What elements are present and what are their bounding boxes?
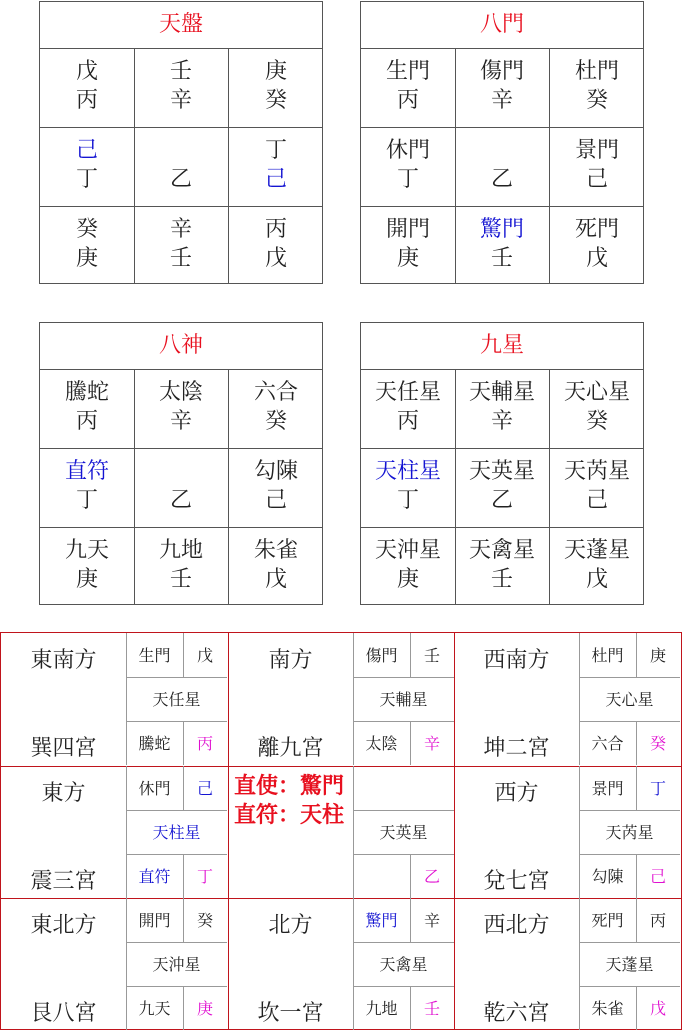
inner-hline (353, 942, 454, 943)
palace-earth-stem: 丙 (196, 734, 213, 753)
jiuxing-cell-bottom: 辛 (490, 409, 513, 434)
tianpan-cell-top: 癸 (75, 217, 98, 242)
jiuxing-cell-bottom: 乙 (490, 488, 513, 513)
bashen-cell (40, 536, 134, 606)
bamen-cell (361, 215, 455, 285)
jiuxing-cell-bottom: 己 (585, 488, 608, 513)
palace-name: 巽四宮 (30, 736, 97, 761)
bashen-cell (134, 378, 228, 448)
palace-heaven-stem: 丁 (649, 779, 666, 798)
bashen-cell-bottom: 壬 (169, 567, 192, 592)
bashen-title: 八神 (40, 323, 322, 370)
bashen-cell-top: 朱雀 (253, 538, 298, 563)
jiuxing-cell-top: 天蓬星 (563, 538, 630, 563)
tianpan-cell-bottom: 丁 (75, 167, 98, 192)
palace-door: 驚門 (365, 911, 398, 930)
jiuxing-cell-bottom: 壬 (490, 567, 513, 592)
bamen-cell (549, 57, 645, 127)
bamen-hline (361, 206, 643, 207)
palace-direction: 東南方 (30, 648, 97, 673)
jiuxing-grid (360, 322, 644, 605)
tianpan-cell-top: 庚 (264, 59, 287, 84)
bamen-cell-top: 驚門 (479, 217, 524, 242)
tianpan-hline (40, 206, 322, 207)
bashen-hline (40, 527, 322, 528)
palace-deity: 勾陳 (591, 867, 624, 886)
inner-hline (353, 810, 454, 811)
palace-door: 杜門 (591, 646, 624, 665)
jiuxing-cell (455, 536, 549, 606)
jiuxing-cell (361, 378, 455, 448)
jiuxing-cell-top: 天柱星 (374, 459, 441, 484)
palace-star: 天禽星 (379, 955, 428, 974)
jiuxing-cell-top: 天沖星 (374, 538, 441, 563)
jiuxing-cell-top: 天心星 (563, 380, 630, 405)
bamen-cell-bottom: 丁 (396, 167, 419, 192)
bashen-cell-bottom: 庚 (75, 567, 98, 592)
bashen-cell (134, 536, 228, 606)
palace-door: 死門 (591, 911, 624, 930)
jiuxing-cell-bottom: 戊 (585, 567, 608, 592)
tianpan-cell-bottom: 壬 (169, 246, 192, 271)
tianpan-cell-top: 壬 (169, 59, 192, 84)
tianpan-cell-bottom: 庚 (75, 246, 98, 271)
inner-hline (126, 854, 227, 855)
palace-name: 離九宮 (257, 736, 324, 761)
bashen-cell-top: 九地 (158, 538, 203, 563)
bamen-cell-bottom: 辛 (490, 88, 513, 113)
tianpan-cell (40, 57, 134, 127)
palace-earth-stem: 乙 (423, 867, 440, 886)
inner-hline (126, 810, 227, 811)
palace-name: 坤二宮 (483, 736, 550, 761)
tianpan-cell-top: 辛 (169, 217, 192, 242)
palace-deity: 九地 (365, 999, 398, 1018)
jiuxing-cell-top: 天輔星 (468, 380, 535, 405)
tianpan-cell-top (134, 136, 228, 165)
palace-earth-stem: 癸 (649, 734, 666, 753)
inner-hline (579, 677, 680, 678)
bashen-cell-bottom: 癸 (264, 409, 287, 434)
tianpan-cell-bottom: 癸 (264, 88, 287, 113)
bashen-cell-top: 直符 (64, 459, 109, 484)
bashen-cell (228, 457, 324, 527)
tianpan-cell-top: 丙 (264, 217, 287, 242)
tianpan-cell (134, 215, 228, 285)
inner-hline (579, 854, 680, 855)
bashen-cell (228, 378, 324, 448)
palace-chart (0, 632, 682, 1030)
jiuxing-cell-top: 天芮星 (563, 459, 630, 484)
bashen-grid (39, 322, 323, 605)
palace-direction: 北方 (268, 913, 313, 938)
tianpan-hline (40, 127, 322, 128)
palace-door: 開門 (138, 911, 171, 930)
bamen-cell (361, 57, 455, 127)
palace-direction: 西方 (494, 781, 539, 806)
inner-hline (579, 721, 680, 722)
bamen-cell (455, 215, 549, 285)
bamen-cell-bottom: 癸 (585, 88, 608, 113)
bashen-cell (40, 457, 134, 527)
bashen-cell-bottom: 丙 (75, 409, 98, 434)
palace-name: 震三宮 (30, 869, 97, 894)
palace-earth-stem: 戊 (649, 999, 666, 1018)
chart-vline (228, 633, 229, 1029)
bamen-cell-top: 景門 (574, 138, 619, 163)
bamen-cell (361, 136, 455, 206)
palace-door: 傷門 (365, 646, 398, 665)
bamen-cell-bottom: 壬 (490, 246, 513, 271)
bashen-cell (134, 457, 228, 527)
bamen-cell (549, 136, 645, 206)
jiuxing-cell (361, 457, 455, 527)
bashen-cell-top (134, 457, 228, 486)
inner-hline (126, 942, 227, 943)
palace-heaven-stem: 庚 (649, 646, 666, 665)
palace-deity: 朱雀 (591, 999, 624, 1018)
tianpan-cell-top: 己 (75, 138, 98, 163)
palace-star: 天心星 (605, 690, 654, 709)
inner-hline (126, 721, 227, 722)
inner-hline (353, 677, 454, 678)
palace-deity: 騰蛇 (138, 734, 171, 753)
chart-vline (454, 633, 455, 1029)
jiuxing-cell (549, 378, 645, 448)
bamen-cell (455, 136, 549, 206)
bashen-cell (40, 378, 134, 448)
inner-hline (579, 810, 680, 811)
palace-heaven-stem: 壬 (423, 646, 440, 665)
inner-hline (126, 986, 227, 987)
bashen-cell-top: 太陰 (158, 380, 203, 405)
tianpan-cell-top: 丁 (264, 138, 287, 163)
jiuxing-cell (549, 457, 645, 527)
palace-name: 乾六宮 (483, 1001, 550, 1026)
bashen-cell-top: 六合 (253, 380, 298, 405)
jiuxing-title: 九星 (361, 323, 643, 370)
jiuxing-cell-bottom: 庚 (396, 567, 419, 592)
bamen-cell-bottom: 己 (585, 167, 608, 192)
palace-heaven-stem: 戊 (196, 646, 213, 665)
tianpan-cell-bottom: 戊 (264, 246, 287, 271)
duty-chief: 直符：天柱 (233, 802, 344, 828)
tianpan-cell-top: 戊 (75, 59, 98, 84)
bamen-cell-bottom: 庚 (396, 246, 419, 271)
palace-star: 天沖星 (152, 955, 201, 974)
palace-earth-stem: 庚 (196, 999, 213, 1018)
palace-direction: 西南方 (483, 648, 550, 673)
palace-heaven-stem: 丙 (649, 911, 666, 930)
tianpan-cell-bottom: 辛 (169, 88, 192, 113)
palace-deity: 太陰 (365, 734, 398, 753)
bashen-cell-bottom: 己 (264, 488, 287, 513)
palace-heaven-stem: 己 (196, 779, 213, 798)
palace-star: 天柱星 (152, 823, 201, 842)
jiuxing-cell-bottom: 丁 (396, 488, 419, 513)
bamen-cell-top (455, 136, 549, 165)
tianpan-title: 天盤 (40, 2, 322, 49)
bashen-hline (40, 448, 322, 449)
inner-hline (353, 854, 454, 855)
jiuxing-cell-bottom: 丙 (396, 409, 419, 434)
palace-name: 艮八宮 (30, 1001, 97, 1026)
bashen-cell-top: 九天 (64, 538, 109, 563)
jiuxing-cell (455, 378, 549, 448)
jiuxing-hline (361, 527, 643, 528)
bamen-cell-top: 傷門 (479, 59, 524, 84)
palace-heaven-stem: 癸 (196, 911, 213, 930)
bashen-cell (228, 536, 324, 606)
palace-deity: 六合 (591, 734, 624, 753)
palace-star: 天輔星 (379, 690, 428, 709)
bamen-cell-bottom: 戊 (585, 246, 608, 271)
duty-door: 直使：驚門 (233, 773, 344, 799)
bamen-cell-bottom: 乙 (490, 167, 513, 192)
jiuxing-hline (361, 448, 643, 449)
jiuxing-cell-bottom: 癸 (585, 409, 608, 434)
inner-hline (579, 942, 680, 943)
palace-star: 天蓬星 (605, 955, 654, 974)
bashen-cell-top: 騰蛇 (64, 380, 109, 405)
tianpan-cell-bottom: 丙 (75, 88, 98, 113)
palace-deity: 直符 (138, 867, 171, 886)
inner-hline (353, 721, 454, 722)
jiuxing-cell-top: 天英星 (468, 459, 535, 484)
tianpan-cell (134, 136, 228, 206)
bamen-cell-top: 杜門 (574, 59, 619, 84)
bashen-cell-bottom: 戊 (264, 567, 287, 592)
jiuxing-cell (361, 536, 455, 606)
palace-direction: 西北方 (483, 913, 550, 938)
tianpan-cell (134, 57, 228, 127)
palace-star: 天芮星 (605, 823, 654, 842)
tianpan-cell-bottom: 乙 (169, 167, 192, 192)
palace-star: 天英星 (379, 823, 428, 842)
palace-heaven-stem: 辛 (423, 911, 440, 930)
palace-earth-stem: 己 (649, 867, 666, 886)
bashen-cell-bottom: 乙 (169, 488, 192, 513)
tianpan-cell-bottom: 己 (264, 167, 287, 192)
bashen-cell-top: 勾陳 (253, 459, 298, 484)
tianpan-cell (228, 136, 324, 206)
tianpan-cell (40, 215, 134, 285)
palace-deity: 九天 (138, 999, 171, 1018)
tianpan-cell (228, 215, 324, 285)
inner-hline (126, 677, 227, 678)
palace-direction: 南方 (268, 648, 313, 673)
bamen-cell-top: 死門 (574, 217, 619, 242)
palace-direction: 東方 (41, 781, 86, 806)
duty-info (228, 772, 350, 830)
inner-hline (579, 986, 680, 987)
bamen-cell (455, 57, 549, 127)
bamen-cell-top: 開門 (385, 217, 430, 242)
bamen-cell (549, 215, 645, 285)
tianpan-cell (228, 57, 324, 127)
bamen-title: 八門 (361, 2, 643, 49)
palace-name: 坎一宮 (257, 1001, 324, 1026)
bamen-cell-bottom: 丙 (396, 88, 419, 113)
bamen-grid (360, 1, 644, 284)
inner-hline (353, 986, 454, 987)
jiuxing-cell-top: 天任星 (374, 380, 441, 405)
palace-earth-stem: 辛 (423, 734, 440, 753)
palace-earth-stem: 壬 (423, 999, 440, 1018)
palace-earth-stem: 丁 (196, 867, 213, 886)
bashen-cell-bottom: 辛 (169, 409, 192, 434)
palace-door: 休門 (138, 779, 171, 798)
palace-name: 兌七宮 (483, 869, 550, 894)
bamen-cell-top: 生門 (385, 59, 430, 84)
tianpan-cell (40, 136, 134, 206)
jiuxing-cell (455, 457, 549, 527)
palace-direction: 東北方 (30, 913, 97, 938)
bashen-cell-bottom: 丁 (75, 488, 98, 513)
bamen-cell-top: 休門 (385, 138, 430, 163)
palace-door: 景門 (591, 779, 624, 798)
palace-star: 天任星 (152, 690, 201, 709)
jiuxing-cell (549, 536, 645, 606)
bamen-hline (361, 127, 643, 128)
palace-door: 生門 (138, 646, 171, 665)
tianpan-grid (39, 1, 323, 284)
jiuxing-cell-top: 天禽星 (468, 538, 535, 563)
